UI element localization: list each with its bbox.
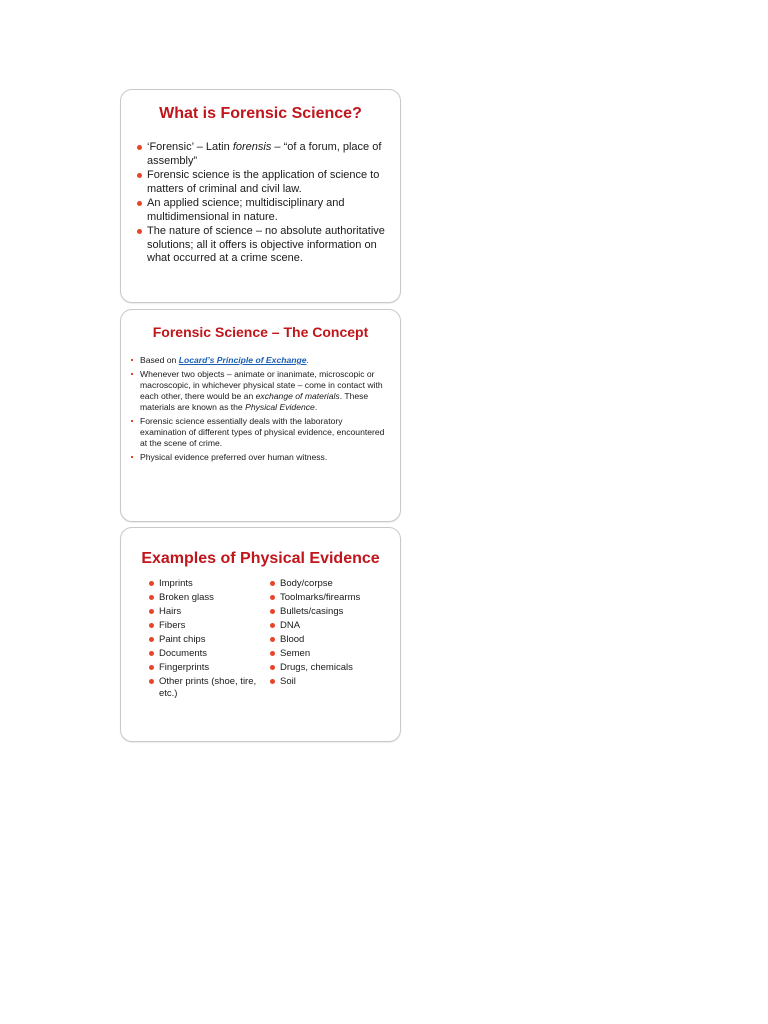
list-item: Physical evidence preferred over human witness. bbox=[130, 452, 386, 463]
list-item: Other prints (shoe, tire, etc.) bbox=[149, 676, 270, 700]
bullet-square-icon bbox=[131, 456, 133, 458]
list-item: Fingerprints bbox=[149, 662, 270, 674]
slide-title: What is Forensic Science? bbox=[159, 105, 362, 122]
bullet-square-icon bbox=[131, 373, 133, 375]
list-item: Fibers bbox=[149, 620, 270, 632]
list-item: Blood bbox=[270, 634, 391, 646]
list-item: Hairs bbox=[149, 606, 270, 618]
bullet-square-icon bbox=[131, 420, 133, 422]
bullet-dot-icon bbox=[149, 679, 154, 684]
bullet-dot-icon bbox=[270, 637, 275, 642]
bullet-dot-icon bbox=[149, 581, 154, 586]
bullet-square-icon bbox=[131, 359, 133, 361]
bullet-dot-icon bbox=[270, 595, 275, 600]
list-item: Documents bbox=[149, 648, 270, 660]
evidence-list-right bbox=[270, 578, 391, 702]
slide-forensic-science-concept bbox=[120, 309, 401, 522]
list-item: Whenever two objects – animate or inanimate, microscopic or macroscopic, in whichever physical state – come in contact with each other, there would be an exchange of materials. These materials are known as the Physical Evidence. bbox=[130, 369, 386, 413]
list-item: Forensic science is the application of science to matters of criminal and civil law. bbox=[137, 169, 386, 196]
bullet-dot-icon bbox=[270, 665, 275, 670]
evidence-list-left bbox=[149, 578, 270, 702]
list-item: Based on Locard’s Principle of Exchange. bbox=[130, 355, 386, 366]
bullet-dot-icon bbox=[149, 665, 154, 670]
list-item: Paint chips bbox=[149, 634, 270, 646]
list-item: An applied science; multidisciplinary and multidimensional in nature. bbox=[137, 197, 386, 224]
locard-principle-link[interactable]: Locard’s Principle of Exchange bbox=[178, 355, 307, 365]
bullet-dot-icon bbox=[137, 229, 142, 234]
bullet-dot-icon bbox=[149, 623, 154, 628]
slide-what-is-forensic-science bbox=[120, 89, 401, 303]
bullet-dot-icon bbox=[270, 581, 275, 586]
slide-title: Examples of Physical Evidence bbox=[141, 550, 380, 567]
list-item: Forensic science essentially deals with the laboratory examination of different types of physical evidence, encountered at the scene of crime. bbox=[130, 416, 386, 449]
bullet-dot-icon bbox=[137, 173, 142, 178]
bullet-dot-icon bbox=[270, 609, 275, 614]
bullet-dot-icon bbox=[137, 201, 142, 206]
list-item: ‘Forensic’ – Latin forensis – “of a forum, place of assembly” bbox=[137, 141, 386, 168]
bullet-list bbox=[121, 123, 400, 266]
bullet-dot-icon bbox=[149, 609, 154, 614]
bullet-dot-icon bbox=[149, 651, 154, 656]
list-item: Imprints bbox=[149, 578, 270, 590]
slide-title: Forensic Science – The Concept bbox=[152, 324, 369, 340]
bullet-dot-icon bbox=[270, 623, 275, 628]
bullet-dot-icon bbox=[137, 145, 142, 150]
evidence-columns bbox=[121, 568, 400, 702]
list-item: Soil bbox=[270, 676, 391, 688]
bullet-dot-icon bbox=[270, 679, 275, 684]
list-item: DNA bbox=[270, 620, 391, 632]
bullet-list bbox=[121, 340, 400, 463]
list-item: Toolmarks/firearms bbox=[270, 592, 391, 604]
list-item: Drugs, chemicals bbox=[270, 662, 391, 674]
list-item: Bullets/casings bbox=[270, 606, 391, 618]
list-item: The nature of science – no absolute authoritative solutions; all it offers is objective information on what occurred at a crime scene. bbox=[137, 225, 386, 266]
bullet-dot-icon bbox=[270, 651, 275, 656]
list-item: Broken glass bbox=[149, 592, 270, 604]
list-item: Body/corpse bbox=[270, 578, 391, 590]
list-item: Semen bbox=[270, 648, 391, 660]
bullet-dot-icon bbox=[149, 637, 154, 642]
bullet-dot-icon bbox=[149, 595, 154, 600]
slide-examples-physical-evidence bbox=[120, 527, 401, 742]
